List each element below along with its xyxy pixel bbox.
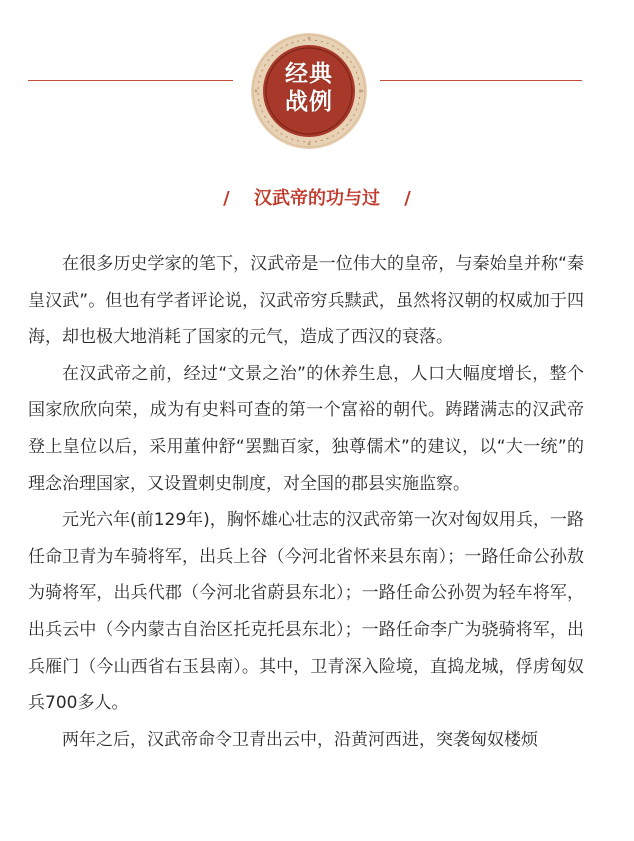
- title-slash-left: /: [223, 188, 230, 209]
- left-divider-line: [28, 80, 233, 81]
- paragraph-3: 元光六年(前129年)，胸怀雄心壮志的汉武帝第一次对匈奴用兵，一路任命卫青为车骑将军，出兵上谷（今河北省怀来县东南）；一路任命公孙敖为骑将军，出兵代郡（今河北省蔚县东北）；一路任命公孙贺为轻车将军，出兵云中（今内蒙古自治区托克托县东北）；一路任命李广为骁骑将军，出兵雁门（今山西省右玉县南）。其中，卫青深入险境，直捣龙城，俘虏匈奴兵700多人。: [28, 510, 584, 714]
- badge-line-1: 经典: [285, 61, 333, 87]
- article-body: [28, 246, 584, 758]
- paragraph-1: 在很多历史学家的笔下，汉武帝是一位伟大的皇帝，与秦始皇并称“秦皇汉武”。但也有学者评论说，汉武帝穷兵黩武，虽然将汉朝的权威加于四海，却也极大地消耗了国家的元气，造成了西汉的衰落。: [28, 254, 584, 348]
- badge-label: [250, 60, 368, 116]
- section-title: [0, 186, 634, 212]
- section-badge: [250, 32, 368, 150]
- header: [0, 0, 634, 160]
- badge-line-2: 战例: [285, 89, 333, 115]
- section-title-text: 汉武帝的功与过: [254, 188, 380, 209]
- paragraph-2: 在汉武帝之前，经过“文景之治”的休养生息，人口大幅度增长，整个国家欣欣向荣，成为有史料可查的第一个富裕的朝代。踌躇满志的汉武帝登上皇位以后，采用董仲舒“罢黜百家，独尊儒术”的建议，以“大一统”的理念治理国家，又设置刺史制度，对全国的郡县实施监察。: [28, 363, 584, 494]
- paragraph-4: 两年之后，汉武帝命令卫青出云中，沿黄河西进，突袭匈奴楼烦: [62, 729, 538, 750]
- right-divider-line: [380, 80, 582, 81]
- title-slash-right: /: [404, 188, 411, 209]
